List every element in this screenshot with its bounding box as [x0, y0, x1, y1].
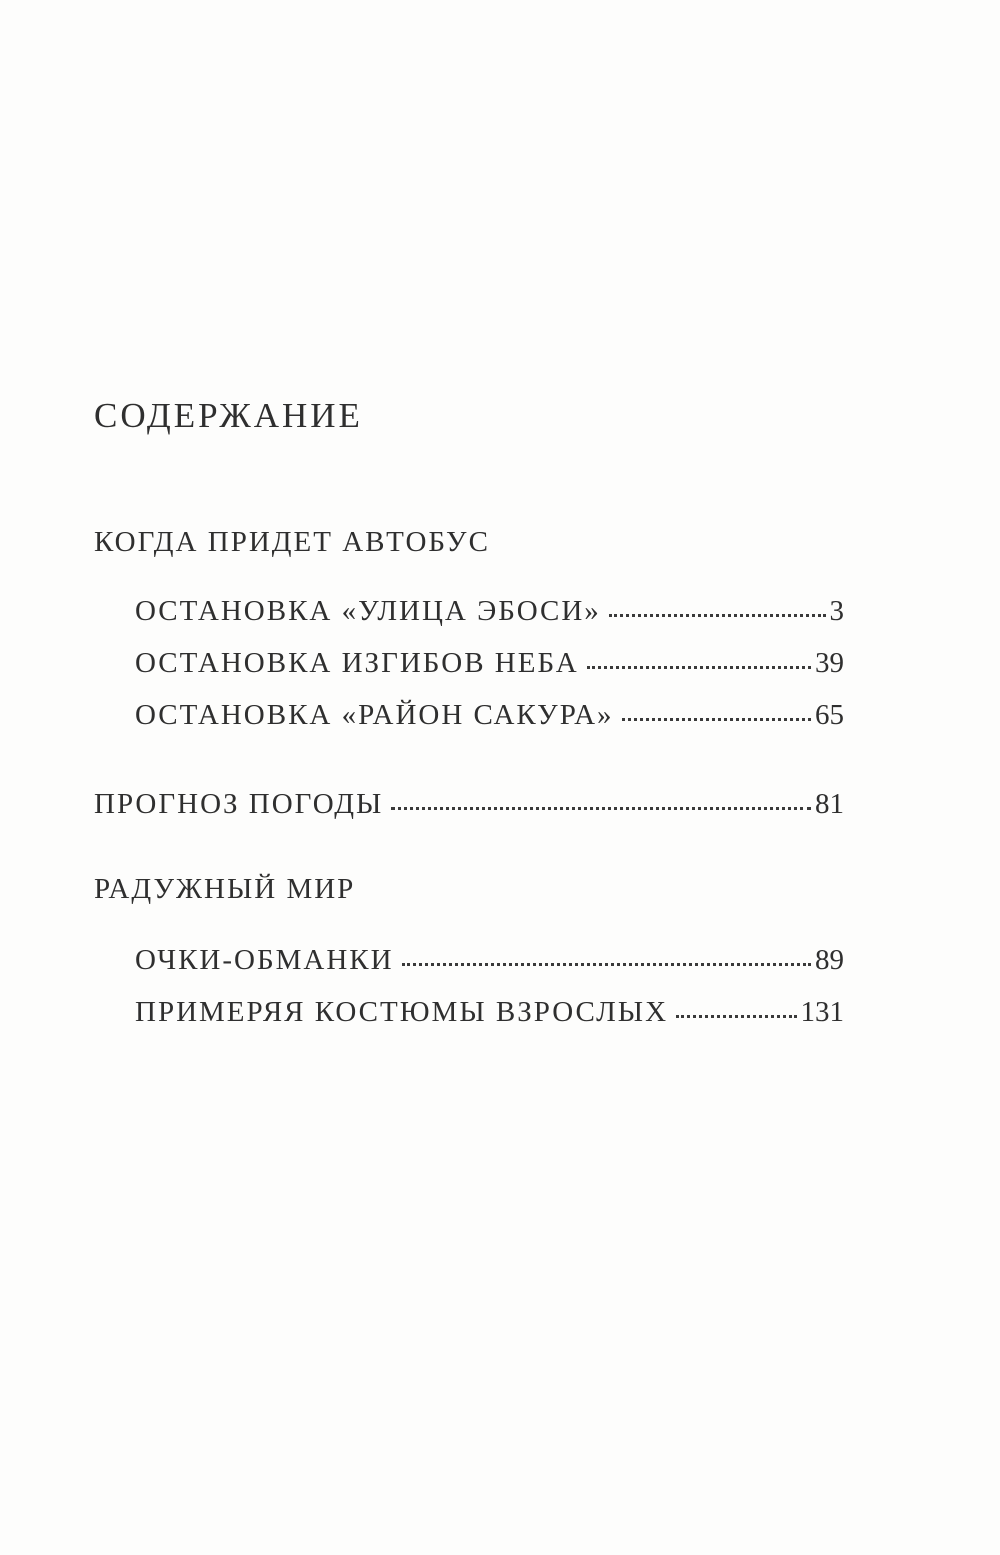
dot-leader	[587, 666, 811, 669]
toc-entry[interactable]	[94, 790, 844, 819]
dot-leader	[676, 1015, 796, 1018]
dot-leader	[402, 963, 811, 966]
toc-entry[interactable]	[135, 597, 844, 626]
dot-leader	[391, 807, 811, 810]
toc-heading: СОДЕРЖАНИЕ	[94, 396, 363, 435]
part-title: РАДУЖНЫЙ МИР	[94, 873, 356, 905]
table-of-contents	[94, 0, 844, 1555]
dot-leader	[622, 718, 811, 721]
entry-title: ОЧКИ-ОБМАНКИ	[135, 944, 394, 976]
entry-page-number: 81	[815, 788, 844, 820]
toc-entry[interactable]	[135, 946, 844, 975]
entry-title: ОСТАНОВКА «УЛИЦА ЭБОСИ»	[135, 595, 601, 627]
entry-title: ОСТАНОВКА ИЗГИБОВ НЕБА	[135, 647, 579, 679]
entry-page-number: 89	[815, 944, 844, 976]
entry-page-number: 3	[829, 595, 844, 627]
entry-title: ОСТАНОВКА «РАЙОН САКУРА»	[135, 699, 614, 731]
toc-entry[interactable]	[135, 649, 844, 678]
entry-page-number: 131	[800, 996, 844, 1028]
dot-leader	[609, 614, 826, 617]
entry-page-number: 65	[815, 699, 844, 731]
entry-title: ПРОГНОЗ ПОГОДЫ	[94, 788, 384, 820]
entry-title: ПРИМЕРЯЯ КОСТЮМЫ ВЗРОСЛЫХ	[135, 996, 669, 1028]
toc-entry[interactable]	[135, 998, 844, 1027]
part-title: КОГДА ПРИДЕТ АВТОБУС	[94, 526, 490, 558]
toc-entry[interactable]	[135, 701, 844, 730]
entry-page-number: 39	[815, 647, 844, 679]
